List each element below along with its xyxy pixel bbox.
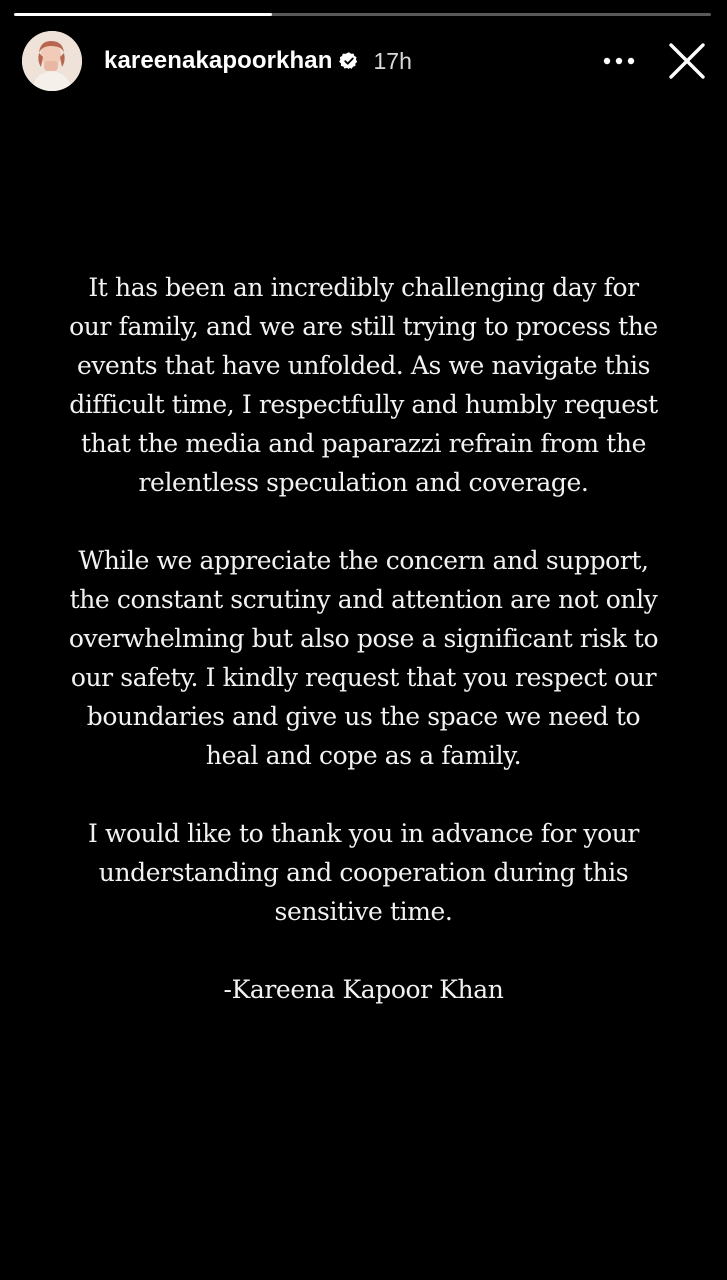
close-button[interactable]: [665, 39, 709, 83]
statement-paragraph-2: [20, 541, 707, 775]
text-line: overwhelming but also pose a significant risk to: [68, 624, 659, 653]
avatar[interactable]: [22, 31, 82, 91]
text-line: sensitive time.: [274, 897, 453, 926]
username[interactable]: kareenakapoorkhan: [104, 47, 333, 74]
verified-badge-icon: [339, 51, 359, 71]
text-line: boundaries and give us the space we need to: [86, 702, 641, 731]
close-icon: [668, 42, 706, 80]
text-line: the constant scrutiny and attention are not only: [69, 585, 658, 614]
text-line: relentless speculation and coverage.: [138, 468, 589, 497]
more-options-button[interactable]: [599, 41, 639, 81]
story-timestamp: 17h: [373, 47, 412, 74]
signature-text: -Kareena Kapoor Khan: [223, 975, 504, 1004]
statement-signature: [20, 970, 707, 1009]
statement-text: [20, 268, 707, 1048]
text-line: While we appreciate the concern and support,: [78, 546, 649, 575]
statement-paragraph-1: [20, 268, 707, 502]
story-progress-fill: [14, 13, 272, 16]
statement-paragraph-3: [20, 814, 707, 931]
story-progress-bar: [14, 13, 711, 16]
text-line: difficult time, I respectfully and humbly request: [69, 390, 658, 419]
text-line: heal and cope as a family.: [205, 741, 522, 770]
text-line: I would like to thank you in advance for your: [88, 819, 639, 848]
text-line: our family, and we are still trying to process the: [69, 312, 658, 341]
more-horizontal-icon: [603, 57, 635, 65]
text-line: that the media and paparazzi refrain from the: [81, 429, 646, 458]
story-header: [22, 31, 709, 91]
text-line: understanding and cooperation during this: [98, 858, 629, 887]
text-line: It has been an incredibly challenging day for: [88, 273, 639, 302]
text-line: our safety. I kindly request that you respect our: [70, 663, 657, 692]
text-line: events that have unfolded. As we navigate this: [76, 351, 651, 380]
